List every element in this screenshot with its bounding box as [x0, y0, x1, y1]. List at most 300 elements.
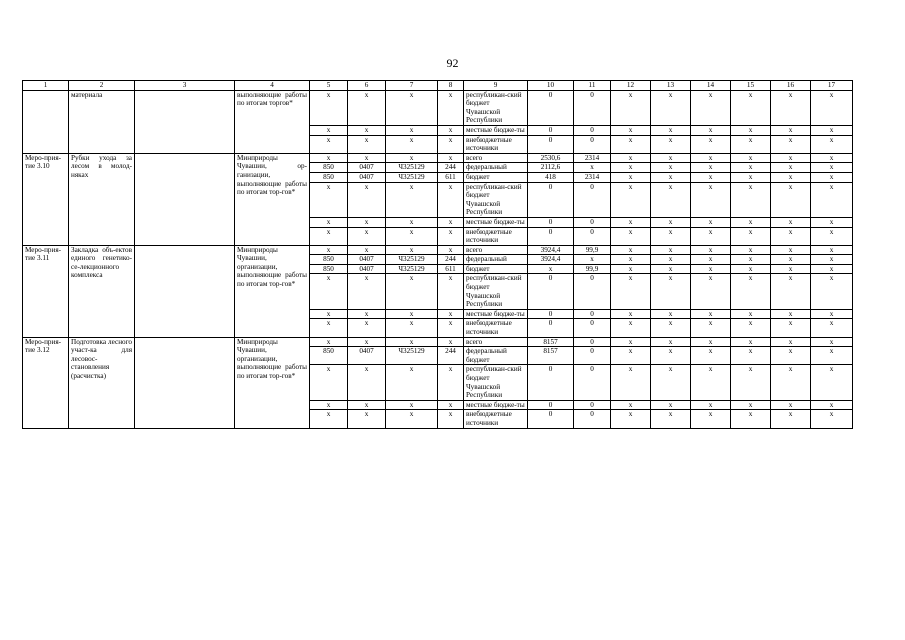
- funding-source: всего: [464, 153, 528, 163]
- code-cell: 0407: [348, 163, 386, 173]
- code-cell: х: [310, 135, 348, 153]
- value-cell: х: [771, 245, 811, 255]
- value-cell: х: [691, 255, 731, 265]
- code-cell: х: [438, 274, 464, 309]
- code-cell: х: [438, 90, 464, 125]
- value-cell: х: [811, 163, 853, 173]
- column-header: 15: [731, 81, 771, 91]
- value-cell: х: [651, 163, 691, 173]
- code-cell: х: [348, 410, 386, 428]
- value-cell: х: [611, 90, 651, 125]
- value-cell: х: [611, 319, 651, 337]
- code-cell: х: [348, 227, 386, 245]
- value-cell: х: [811, 410, 853, 428]
- code-cell: х: [438, 337, 464, 347]
- value-cell: х: [651, 135, 691, 153]
- code-cell: 850: [310, 163, 348, 173]
- value-cell: х: [771, 309, 811, 319]
- code-cell: 0407: [348, 347, 386, 365]
- value-cell: х: [731, 400, 771, 410]
- column-header: 11: [574, 81, 611, 91]
- value-cell: 3924,4: [528, 255, 574, 265]
- code-cell: х: [310, 125, 348, 135]
- value-cell: х: [811, 90, 853, 125]
- measure-number: Меро-прия-тие 3.10: [23, 153, 69, 245]
- value-cell: 0: [528, 90, 574, 125]
- code-cell: х: [348, 365, 386, 400]
- value-cell: х: [731, 135, 771, 153]
- value-cell: 0: [528, 365, 574, 400]
- value-cell: х: [811, 255, 853, 265]
- column-header: 2: [69, 81, 135, 91]
- code-cell: 611: [438, 264, 464, 274]
- value-cell: х: [731, 365, 771, 400]
- value-cell: х: [574, 255, 611, 265]
- value-cell: х: [811, 182, 853, 217]
- value-cell: х: [691, 274, 731, 309]
- table-row: [23, 337, 853, 347]
- code-cell: х: [348, 153, 386, 163]
- value-cell: х: [771, 319, 811, 337]
- code-cell: х: [438, 217, 464, 227]
- value-cell: х: [651, 410, 691, 428]
- code-cell: х: [348, 125, 386, 135]
- code-cell: х: [348, 319, 386, 337]
- value-cell: х: [731, 347, 771, 365]
- code-cell: х: [310, 245, 348, 255]
- funding-source: республикан-ский бюджет Чувашской Республики: [464, 182, 528, 217]
- value-cell: х: [691, 172, 731, 182]
- funding-source: местные бюдже-ты: [464, 309, 528, 319]
- value-cell: х: [651, 400, 691, 410]
- value-cell: х: [731, 182, 771, 217]
- value-cell: х: [771, 337, 811, 347]
- code-cell: х: [310, 319, 348, 337]
- value-cell: х: [691, 90, 731, 125]
- code-cell: х: [386, 227, 438, 245]
- value-cell: х: [811, 365, 853, 400]
- code-cell: х: [386, 153, 438, 163]
- funding-source: внебюджетные источники: [464, 135, 528, 153]
- value-cell: х: [691, 182, 731, 217]
- measure-cell: [23, 90, 69, 153]
- value-cell: х: [811, 153, 853, 163]
- code-cell: х: [348, 274, 386, 309]
- table-row: [23, 90, 853, 125]
- value-cell: х: [651, 337, 691, 347]
- value-cell: х: [651, 153, 691, 163]
- code-cell: Ч325129: [386, 264, 438, 274]
- column-header: 9: [464, 81, 528, 91]
- value-cell: х: [731, 227, 771, 245]
- funding-source: республикан-ский бюджет Чувашской Республики: [464, 274, 528, 309]
- value-cell: х: [611, 400, 651, 410]
- value-cell: х: [651, 227, 691, 245]
- value-cell: х: [651, 125, 691, 135]
- column-header: 1: [23, 81, 69, 91]
- value-cell: 0: [528, 135, 574, 153]
- value-cell: х: [651, 309, 691, 319]
- code-cell: 850: [310, 255, 348, 265]
- value-cell: 0: [574, 125, 611, 135]
- code-cell: х: [438, 182, 464, 217]
- value-cell: х: [691, 400, 731, 410]
- code-cell: х: [348, 217, 386, 227]
- value-cell: х: [771, 153, 811, 163]
- code-cell: х: [386, 135, 438, 153]
- value-cell: 0: [528, 217, 574, 227]
- value-cell: 0: [528, 410, 574, 428]
- funding-source: местные бюдже-ты: [464, 125, 528, 135]
- code-cell: 850: [310, 347, 348, 365]
- value-cell: х: [651, 245, 691, 255]
- empty-cell: [135, 245, 235, 337]
- value-cell: х: [651, 90, 691, 125]
- value-cell: 0: [528, 125, 574, 135]
- code-cell: 0407: [348, 255, 386, 265]
- value-cell: х: [611, 172, 651, 182]
- code-cell: х: [310, 400, 348, 410]
- code-cell: х: [386, 337, 438, 347]
- measure-name: материала: [69, 90, 135, 153]
- code-cell: х: [438, 319, 464, 337]
- value-cell: 0: [574, 217, 611, 227]
- measure-name: Подготовка лесного участ-ка для лесовос-становления (расчистка): [69, 337, 135, 428]
- value-cell: 0: [528, 182, 574, 217]
- code-cell: 244: [438, 163, 464, 173]
- value-cell: х: [811, 227, 853, 245]
- value-cell: х: [651, 182, 691, 217]
- code-cell: х: [310, 217, 348, 227]
- table-body: [23, 81, 853, 429]
- code-cell: х: [310, 274, 348, 309]
- code-cell: х: [386, 274, 438, 309]
- value-cell: х: [731, 255, 771, 265]
- code-cell: х: [438, 135, 464, 153]
- value-cell: х: [611, 217, 651, 227]
- code-cell: х: [310, 182, 348, 217]
- page-number: 92: [446, 56, 459, 70]
- funding-source: федеральный бюджет: [464, 347, 528, 365]
- column-header: 16: [771, 81, 811, 91]
- value-cell: х: [651, 172, 691, 182]
- value-cell: х: [771, 227, 811, 245]
- column-header: 13: [651, 81, 691, 91]
- value-cell: х: [611, 337, 651, 347]
- executor: выполняющие работы по итогам торгов*: [235, 90, 310, 153]
- code-cell: х: [386, 125, 438, 135]
- funding-source: федеральный: [464, 255, 528, 265]
- value-cell: х: [731, 90, 771, 125]
- value-cell: х: [611, 125, 651, 135]
- value-cell: х: [611, 227, 651, 245]
- value-cell: х: [731, 153, 771, 163]
- code-cell: х: [310, 153, 348, 163]
- value-cell: х: [731, 410, 771, 428]
- funding-source: всего: [464, 245, 528, 255]
- table-row: [23, 245, 853, 255]
- code-cell: 0407: [348, 172, 386, 182]
- value-cell: 0: [528, 227, 574, 245]
- code-cell: Ч325129: [386, 163, 438, 173]
- value-cell: х: [691, 264, 731, 274]
- code-cell: х: [310, 410, 348, 428]
- value-cell: х: [611, 135, 651, 153]
- value-cell: 0: [528, 274, 574, 309]
- value-cell: х: [691, 135, 731, 153]
- value-cell: 99,9: [574, 245, 611, 255]
- code-cell: х: [438, 125, 464, 135]
- code-cell: 850: [310, 264, 348, 274]
- value-cell: 8157: [528, 347, 574, 365]
- value-cell: х: [731, 172, 771, 182]
- funding-source: федеральный: [464, 163, 528, 173]
- executor: Минприроды Чувашии, ор-ганизации, выполняющие работы по итогам тор-гов*: [235, 153, 310, 245]
- code-cell: х: [348, 135, 386, 153]
- funding-source: внебюджетные источники: [464, 227, 528, 245]
- value-cell: х: [771, 365, 811, 400]
- value-cell: х: [771, 347, 811, 365]
- column-header: 7: [386, 81, 438, 91]
- value-cell: х: [771, 217, 811, 227]
- value-cell: х: [651, 264, 691, 274]
- value-cell: 0: [574, 227, 611, 245]
- value-cell: х: [731, 264, 771, 274]
- code-cell: х: [386, 245, 438, 255]
- code-cell: 244: [438, 255, 464, 265]
- code-cell: х: [438, 227, 464, 245]
- value-cell: 0: [574, 347, 611, 365]
- funding-source: республикан-ский бюджет Чувашской Республики: [464, 365, 528, 400]
- value-cell: х: [574, 163, 611, 173]
- value-cell: х: [811, 217, 853, 227]
- value-cell: 0: [574, 182, 611, 217]
- value-cell: х: [731, 217, 771, 227]
- code-cell: 611: [438, 172, 464, 182]
- value-cell: х: [651, 217, 691, 227]
- code-cell: х: [386, 400, 438, 410]
- measure-number: Меро-прия-тие 3.11: [23, 245, 69, 337]
- value-cell: х: [811, 400, 853, 410]
- value-cell: х: [691, 309, 731, 319]
- value-cell: х: [771, 410, 811, 428]
- code-cell: х: [348, 90, 386, 125]
- value-cell: 0: [574, 274, 611, 309]
- value-cell: х: [771, 135, 811, 153]
- value-cell: х: [611, 182, 651, 217]
- code-cell: х: [348, 245, 386, 255]
- value-cell: 3924,4: [528, 245, 574, 255]
- code-cell: 850: [310, 172, 348, 182]
- value-cell: 0: [574, 135, 611, 153]
- code-cell: х: [386, 319, 438, 337]
- value-cell: х: [811, 319, 853, 337]
- value-cell: 418: [528, 172, 574, 182]
- value-cell: х: [731, 163, 771, 173]
- value-cell: 0: [574, 309, 611, 319]
- code-cell: х: [386, 182, 438, 217]
- value-cell: х: [731, 319, 771, 337]
- value-cell: х: [651, 274, 691, 309]
- column-header: 17: [811, 81, 853, 91]
- value-cell: 99,9: [574, 264, 611, 274]
- value-cell: 2314: [574, 172, 611, 182]
- value-cell: х: [811, 135, 853, 153]
- value-cell: х: [691, 163, 731, 173]
- value-cell: х: [691, 319, 731, 337]
- empty-cell: [135, 153, 235, 245]
- code-cell: х: [310, 365, 348, 400]
- value-cell: х: [611, 410, 651, 428]
- funding-source: внебюджетные источники: [464, 319, 528, 337]
- code-cell: х: [386, 90, 438, 125]
- value-cell: 0: [574, 400, 611, 410]
- value-cell: х: [611, 153, 651, 163]
- value-cell: х: [651, 347, 691, 365]
- executor: Минприроды Чувашии, организации, выполняющие работы по итогам тор-гов*: [235, 245, 310, 337]
- budget-table: [22, 80, 853, 429]
- funding-source: бюджет: [464, 172, 528, 182]
- empty-cell: [135, 90, 235, 153]
- value-cell: х: [771, 264, 811, 274]
- value-cell: х: [811, 245, 853, 255]
- code-cell: Ч325129: [386, 347, 438, 365]
- value-cell: х: [811, 347, 853, 365]
- code-cell: х: [438, 365, 464, 400]
- value-cell: х: [691, 245, 731, 255]
- column-header: 4: [235, 81, 310, 91]
- value-cell: х: [611, 245, 651, 255]
- value-cell: х: [691, 347, 731, 365]
- value-cell: х: [731, 245, 771, 255]
- funding-source: местные бюдже-ты: [464, 217, 528, 227]
- code-cell: х: [348, 337, 386, 347]
- value-cell: х: [731, 337, 771, 347]
- table-row: [23, 153, 853, 163]
- value-cell: х: [771, 182, 811, 217]
- value-cell: х: [811, 264, 853, 274]
- code-cell: х: [438, 153, 464, 163]
- code-cell: х: [348, 400, 386, 410]
- value-cell: х: [771, 172, 811, 182]
- code-cell: 244: [438, 347, 464, 365]
- column-header: 12: [611, 81, 651, 91]
- funding-source: внебюджетные источники: [464, 410, 528, 428]
- funding-source: республикан-ский бюджет Чувашской Республики: [464, 90, 528, 125]
- code-cell: х: [438, 309, 464, 319]
- value-cell: 0: [574, 319, 611, 337]
- value-cell: х: [811, 172, 853, 182]
- value-cell: х: [691, 410, 731, 428]
- measure-name: Рубки ухода за лесом в молод-няках: [69, 153, 135, 245]
- code-cell: х: [438, 400, 464, 410]
- value-cell: 0: [528, 319, 574, 337]
- code-cell: х: [310, 227, 348, 245]
- code-cell: х: [386, 410, 438, 428]
- value-cell: х: [528, 264, 574, 274]
- value-cell: х: [731, 125, 771, 135]
- value-cell: х: [771, 274, 811, 309]
- value-cell: 0: [574, 90, 611, 125]
- value-cell: х: [691, 365, 731, 400]
- value-cell: 2530,6: [528, 153, 574, 163]
- column-header: 6: [348, 81, 386, 91]
- value-cell: х: [611, 274, 651, 309]
- value-cell: х: [771, 125, 811, 135]
- funding-source: местные бюдже-ты: [464, 400, 528, 410]
- value-cell: 0: [574, 410, 611, 428]
- code-cell: х: [310, 309, 348, 319]
- value-cell: х: [771, 255, 811, 265]
- value-cell: х: [611, 163, 651, 173]
- column-header: 5: [310, 81, 348, 91]
- value-cell: 8157: [528, 337, 574, 347]
- value-cell: х: [811, 309, 853, 319]
- value-cell: х: [811, 125, 853, 135]
- value-cell: х: [771, 90, 811, 125]
- code-cell: х: [386, 309, 438, 319]
- code-cell: х: [348, 182, 386, 217]
- column-header: 10: [528, 81, 574, 91]
- value-cell: х: [651, 319, 691, 337]
- code-cell: Ч325129: [386, 172, 438, 182]
- value-cell: х: [611, 347, 651, 365]
- value-cell: х: [731, 309, 771, 319]
- value-cell: х: [691, 153, 731, 163]
- code-cell: х: [310, 337, 348, 347]
- value-cell: х: [611, 365, 651, 400]
- executor: Минприроды Чувашии, организации, выполняющие работы по итогам тор-гов*: [235, 337, 310, 428]
- code-cell: х: [310, 90, 348, 125]
- empty-cell: [135, 337, 235, 428]
- code-cell: Ч325129: [386, 255, 438, 265]
- code-cell: х: [438, 410, 464, 428]
- value-cell: х: [691, 125, 731, 135]
- value-cell: х: [691, 217, 731, 227]
- value-cell: х: [611, 309, 651, 319]
- code-cell: х: [386, 217, 438, 227]
- value-cell: х: [651, 365, 691, 400]
- value-cell: х: [611, 264, 651, 274]
- value-cell: 0: [528, 400, 574, 410]
- value-cell: х: [611, 255, 651, 265]
- code-cell: х: [438, 245, 464, 255]
- funding-source: всего: [464, 337, 528, 347]
- header-row: [23, 81, 853, 91]
- value-cell: 0: [574, 365, 611, 400]
- code-cell: 0407: [348, 264, 386, 274]
- value-cell: 2112,6: [528, 163, 574, 173]
- value-cell: х: [771, 400, 811, 410]
- value-cell: 0: [528, 309, 574, 319]
- value-cell: х: [691, 337, 731, 347]
- column-header: 3: [135, 81, 235, 91]
- value-cell: х: [651, 255, 691, 265]
- measure-name: Закладка объ-ектов единого генетико-се-лекционного комплекса: [69, 245, 135, 337]
- value-cell: 2314: [574, 153, 611, 163]
- value-cell: 0: [574, 337, 611, 347]
- column-header: 14: [691, 81, 731, 91]
- measure-number: Меро-прия-тие 3.12: [23, 337, 69, 428]
- value-cell: х: [811, 274, 853, 309]
- value-cell: х: [771, 163, 811, 173]
- value-cell: х: [691, 227, 731, 245]
- value-cell: х: [731, 274, 771, 309]
- code-cell: х: [348, 309, 386, 319]
- funding-source: бюджет: [464, 264, 528, 274]
- column-header: 8: [438, 81, 464, 91]
- code-cell: х: [386, 365, 438, 400]
